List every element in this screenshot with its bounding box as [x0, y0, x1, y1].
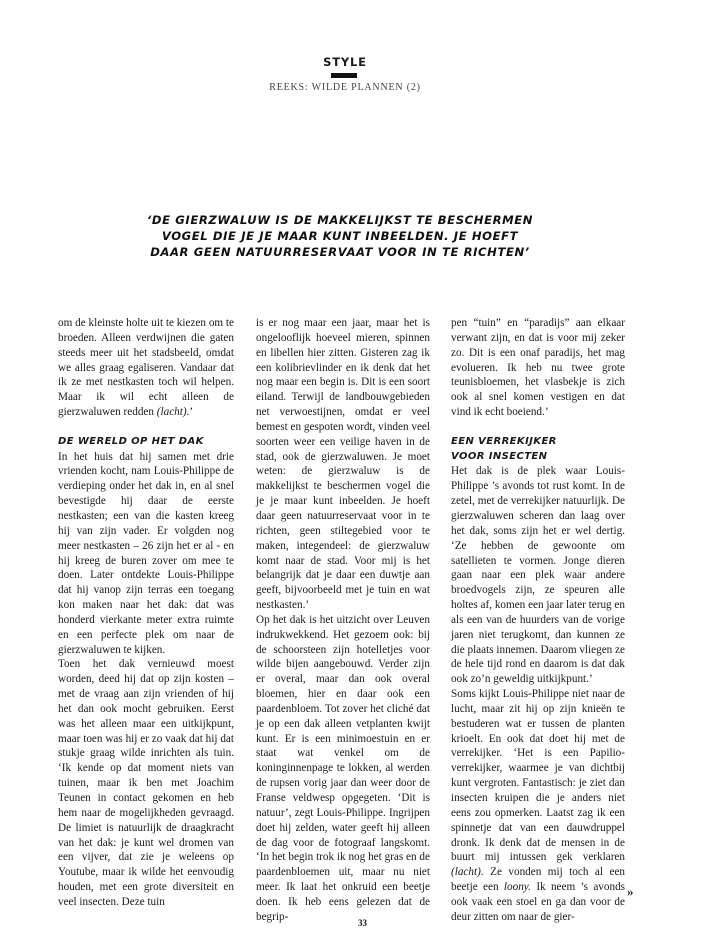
paragraph: Op het dak is het uitzicht over Leuven indrukwekkend. Het gezoem ook: bij de schoorsteen zijn hotelletjes voor wilde bijen aangebouwd. Verder zijn er overal, maar dan ook overal bloemen, hier en daar ook een paardenbloem. Tot zover het cliché dat je op een dak alleen vetplanten kwijt kunt. Er is een minimoestuin en er staat wat venkel om de koninginnenpage te lokken, al werden de rupsen vorig jaar dan weer door de Franse veldwesp opgegeten. ‘Dit is natuur’, zegt Louis-Philippe. Ingrijpen doet hij zelden, water geeft hij alleen de dag voor de fotograaf langskomt. ‘In het begin trok ik nog het gras en de paardenbloemen uit, maar nu niet meer. Ik laat het onkruid een beetje doen. Ik heb eens gelezen dat de begrip-: [256, 613, 430, 923]
paragraph: Soms kijkt Louis-Philippe niet naar de lucht, maar zit hij op zijn knieën te bestuderen wat er tussen de planten krioelt. En ook dat doet hij met de verrekijker. ‘Het is een Papilio-verrekijker, waarmee je van dichtbij kunt vergroten. Fantastisch: je ziet dan insecten kruipen die je anders niet eens zou opmerken. Laatst zag ik een spinnetje dat van een dauwdruppel dronk. Ik denk dat de mensen in de buurt mij intussen gek verklaren (lacht). Ze vonden mij toch al een beetje een loony. Ik neem ’s avonds ook vaak een stoel en ga dan voor de deur zitten om naar de gier-: [451, 688, 626, 923]
paragraph: om de kleinste holte uit te kiezen om te broeden. Alleen verdwijnen die gaten steeds meer uit het stadsbeeld, omdat we alles graag egaliseren. Vandaar dat ik ze met nestkasten toch wil helpen. Maar ik wil echt alleen de gierzwaluwen redden (lacht).’: [58, 317, 234, 419]
section-title: STYLE: [323, 55, 367, 69]
article-column-2: [256, 316, 430, 925]
subheading: VOOR INSECTEN: [451, 450, 548, 462]
paragraph: is er nog maar een jaar, maar het is ongelooflijk hoeveel mieren, spinnen en libellen hier zitten. Gisteren zag ik een kolibrievlinder en ik denk dat het nog maar een begin is. Dit is een soort eiland. Terwijl de landbouwgebieden net verwoestijnen, omdat er veel bemest en gespoten wordt, vinden veel soorten weer een veilige haven in de stad, ook de gierzwaluwen. Je moet weten: de gierzwaluw is de makkelijkst te beschermen vogel die je je maar kunt inbeelden. Je hoeft daar geen natuurreservaat voor in te richten, geen stiltegebied voor te maken, integendeel: de gierzwaluw komt naar de stad. Voor mij is het belangrijk dat je daar een duwtje aan geeft, bijvoorbeeld met je tuin en wat nestkasten.’: [256, 317, 430, 612]
article-column-1: [58, 316, 234, 910]
subheading: EEN VERREKIJKER: [451, 435, 557, 447]
subheading: DE WERELD OP HET DAK: [58, 435, 204, 447]
continue-arrow-icon: »: [627, 884, 634, 899]
series-label: REEKS: WILDE PLANNEN (2): [269, 82, 421, 93]
paragraph: Toen het dak vernieuwd moest worden, deed hij dat op zijn kosten – met de vraag aan zijn vrienden of hij het dan ook mocht gebruiken. Eerst was het alleen maar een uitkijkpunt, maar toen was hij er zo vaak dat hij dat stukje graag wilde inrichten als tuin. ‘Ik kende op dat moment niets van tuinen, maar ik ben met Joachim Teunen in contact gekomen en heb hem naar de mogelijkheden gevraagd. De limiet is natuurlijk de draagkracht van het dak: je kunt wel dromen van een vijver, dat zie je weleens op Youtube, maar ik wilde het eenvoudig houden, met een grote diversiteit en veel insecten. Deze tuin: [58, 658, 234, 908]
pull-quote-line: VOGEL DIE JE JE MAAR KUNT INBEELDEN. JE HOEFT: [161, 229, 519, 243]
page-number: 33: [358, 918, 367, 928]
pull-quote: [120, 212, 560, 260]
section-divider: [331, 73, 357, 78]
pull-quote-line: ‘DE GIERZWALUW IS DE MAKKELIJKST TE BESCHERMEN: [146, 213, 534, 227]
article-column-3: [451, 316, 625, 925]
paragraph: Het dak is de plek waar Louis-Philippe ’s avonds tot rust komt. In de zetel, met de verrekijker natuurlijk. De gierzwaluwen scheren dan laag over het dak, soms zijn het er wel dertig. ‘Ze hebben de gewoonte om satellieten te vormen. Jonge dieren gaan naar een plek waar andere broedvogels zijn, ze speuren alle holtes af, komen een jaar later terug en als een van de huurders van de vorige jaren niet terugkomt, dan kunnen ze die plaats innemen. Daarom vliegen ze de hele tijd rond en daarom is dat dak ook zo’n geweldig uitkijkpunt.’: [451, 465, 625, 686]
paragraph: pen “tuin” en “paradijs” aan elkaar verwant zijn, en dat is voor mij zeker zo. Dit is een onaf paradijs, het mag evolueren. Ik heb nu twee grote teunisbloemen, het vlasbekje is zich ook al snel komen vestigen en dat vind ik echt boeiend.’: [451, 317, 625, 419]
pull-quote-line: DAAR GEEN NATUURRESERVAAT VOOR IN TE RICHTEN’: [150, 245, 530, 259]
paragraph: In het huis dat hij samen met drie vrienden kocht, nam Louis-Philippe de verdieping onder het dak in, en al snel bevestigde hij daar de eerste nestkasten; een van die kasten kreeg hij van zijn vader. Er volgden nog meer nestkasten – 26 zijn het er al - en hij kreeg de buren zover om mee te doen. Later ontdekte Louis-Philippe dat hij vanop zijn terras een toegang kon maken naar het dak: dat was honderd vierkante meter extra ruimte en een perfecte plek om naar de gierzwaluwen te kijken.: [58, 450, 234, 656]
